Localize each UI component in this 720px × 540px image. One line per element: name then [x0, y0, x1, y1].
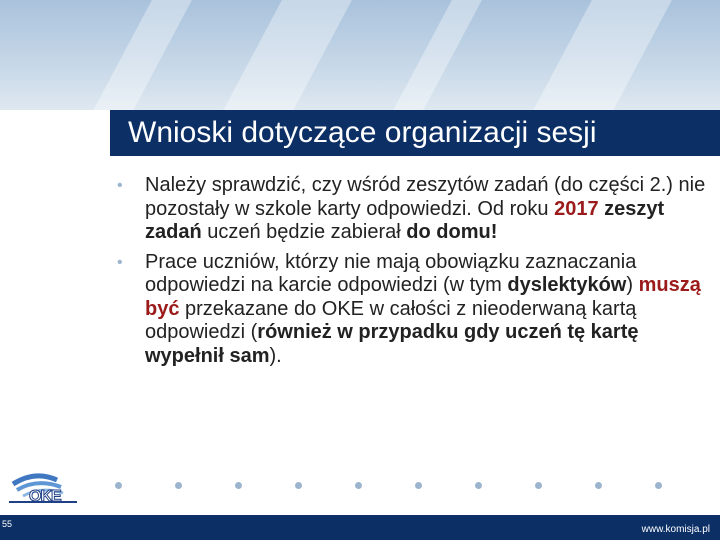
bullet-icon: • — [117, 177, 123, 194]
text-run: ) — [626, 274, 639, 296]
emphasis-do-domu: do domu! — [406, 221, 498, 243]
logo-text: OKE — [29, 488, 61, 505]
footer-website-link[interactable]: www.komisja.pl — [641, 524, 710, 535]
text-run: przekazane do OKE w całości z nieoderwaną kartą odpowiedzi ( — [145, 297, 637, 343]
emphasis-musza-byc: muszą być — [145, 274, 701, 320]
emphasis-dyslektykow: dyslektyków — [507, 274, 627, 296]
emphasis-year: 2017 — [554, 197, 599, 220]
slide-body — [110, 174, 710, 374]
bullet-icon: • — [117, 253, 123, 271]
bullet-item-1 — [110, 174, 710, 245]
bullet-text-1 — [145, 174, 705, 243]
footer-bar — [0, 515, 720, 540]
slide-title: Wnioski dotyczące organizacji sesji — [128, 116, 597, 149]
text-run: Należy sprawdzić, czy wśród zeszytów zadań (do części 2.) nie pozostały w szkole karty odpowiedzi. Od roku — [145, 174, 706, 220]
decorative-dot-row — [110, 482, 710, 494]
slide-number: 55 — [2, 519, 13, 529]
emphasis-zeszyt: zeszyt zadań — [145, 197, 665, 243]
bullet-item-2 — [110, 251, 710, 369]
text-run: uczeń będzie zabierał — [201, 221, 407, 243]
header-banner — [0, 0, 720, 110]
bullet-text-2 — [145, 251, 701, 367]
emphasis-rowniez: również w przypadku gdy uczeń tę kartę wypełnił sam — [145, 321, 639, 367]
text-run: ). — [269, 344, 282, 367]
text-run: Prace uczniów, którzy nie mają obowiązku zaznaczania odpowiedzi na karcie odpowiedzi (w tym — [145, 250, 637, 296]
